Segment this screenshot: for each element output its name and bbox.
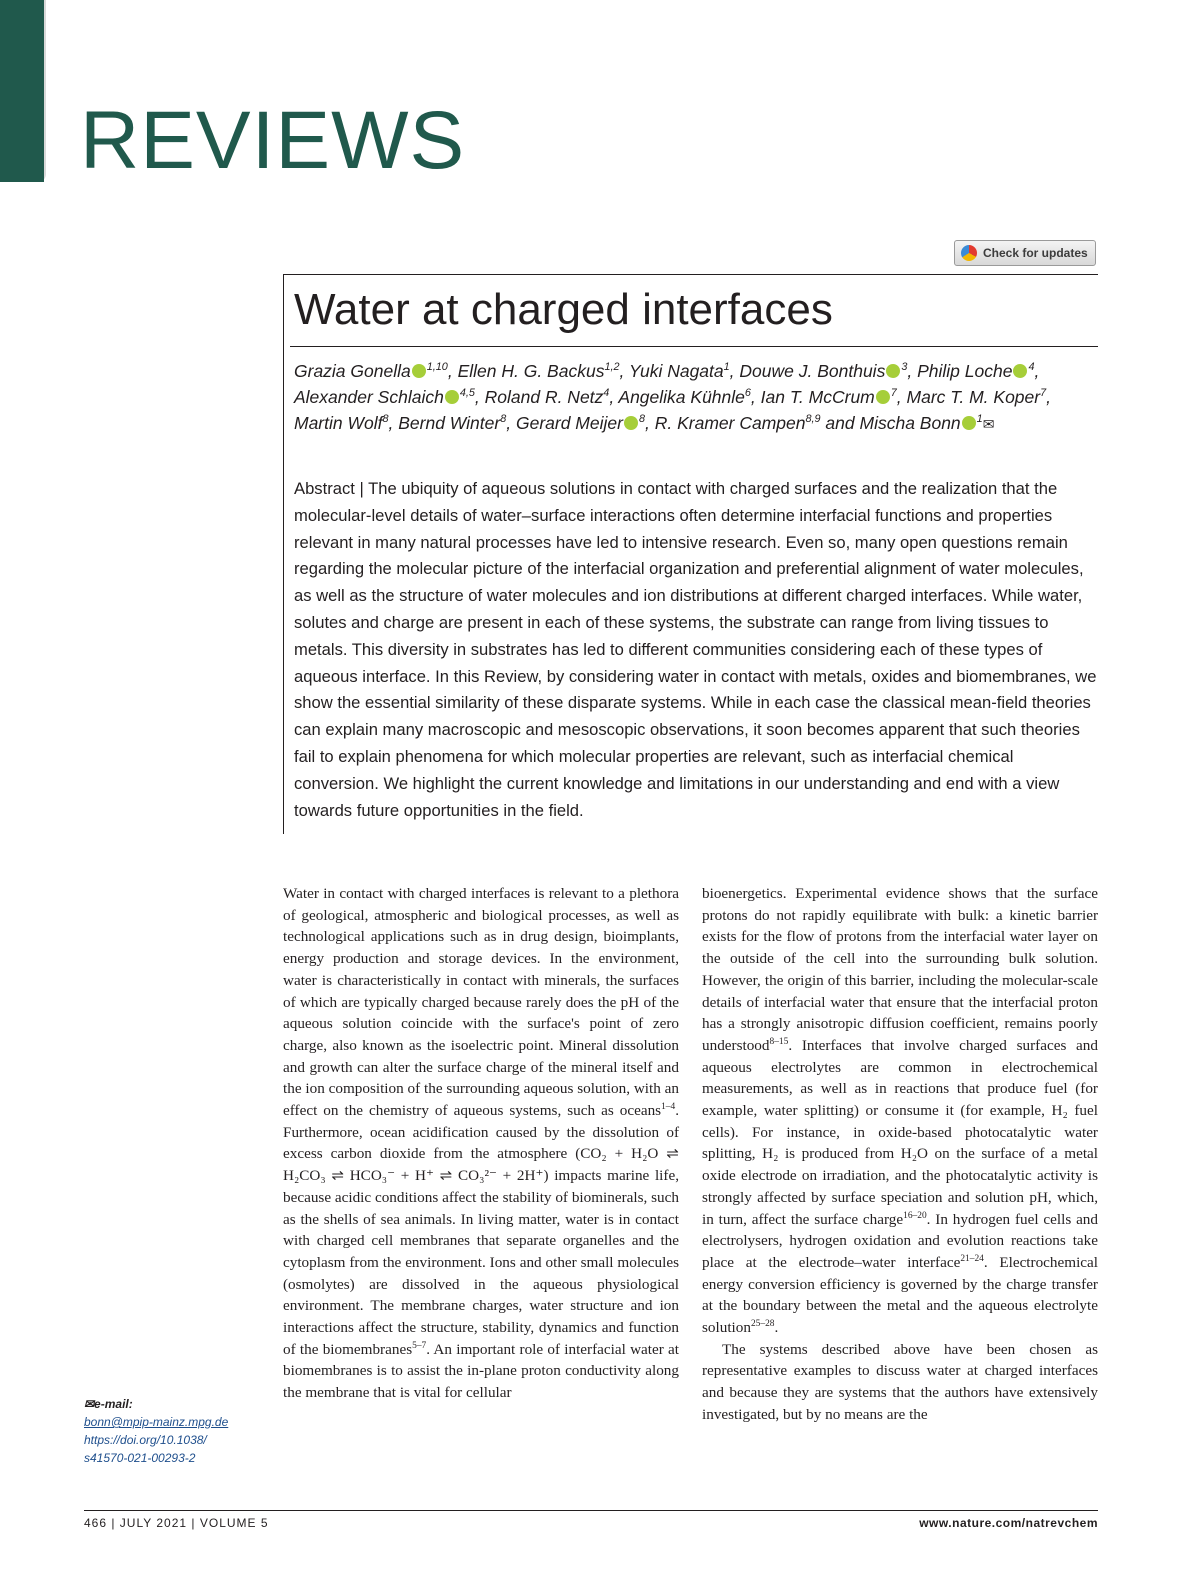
body-column-right xyxy=(702,883,1098,1426)
orcid-icon[interactable] xyxy=(624,416,638,430)
citation-link[interactable]: 21–24 xyxy=(960,1253,984,1264)
abstract-label: Abstract | xyxy=(294,479,364,498)
body-paragraph xyxy=(702,883,1098,1339)
author-name: Yuki Nagata xyxy=(628,361,724,381)
section-color-bar xyxy=(0,0,44,182)
body-text: . Electrochemical energy conversion efficiency is governed by the charge transfer at the boundary between the metal and the aqueous electrolyte solution xyxy=(702,1253,1098,1337)
author-affiliation: 1,2 xyxy=(604,361,620,374)
doi-link-line-2[interactable]: s41570-021-00293-2 xyxy=(84,1451,196,1465)
footer-journal-url[interactable]: www.nature.com/natrevchem xyxy=(919,1516,1098,1530)
author-name: Bernd Winter xyxy=(398,413,501,433)
author-affiliation: 7 xyxy=(890,387,897,400)
email-link[interactable]: bonn@mpip-mainz.mpg.de xyxy=(84,1415,229,1429)
citation-link[interactable]: 8–15 xyxy=(769,1036,789,1047)
check-for-updates-label: Check for updates xyxy=(983,246,1088,260)
orcid-icon[interactable] xyxy=(886,364,900,378)
author-affiliation: 8 xyxy=(638,413,645,426)
author-affiliation: 1 xyxy=(976,413,983,426)
author-name: Philip Loche xyxy=(917,361,1013,381)
author-name: Douwe J. Bonthuis xyxy=(739,361,886,381)
citation-link[interactable]: 25–28 xyxy=(750,1319,775,1329)
author-affiliation: 4 xyxy=(1028,361,1035,374)
author-name: Ellen H. G. Backus xyxy=(457,361,605,381)
citation-link[interactable]: 5–7 xyxy=(412,1340,427,1351)
author-name: R. Kramer Campen xyxy=(654,413,806,433)
title-rule-top xyxy=(290,274,1098,275)
body-text: . Interfaces that involve charged surfaces and aqueous electrolytes are common in electrochemical measurements, as well as in reactions that produce fuel (for example, water splitting) or consume it (for example, H₂ fuel cells). For instance, in oxide-based photocatalytic water splitting, H₂ is produced from H₂O on the surface of a metal oxide electrode on irradiation, and the photocatalytic activity is strongly affected by surface speciation and solution pH, which, in turn, affect the surface charge xyxy=(702,1036,1098,1228)
author-name: Alexander Schlaich xyxy=(294,387,444,407)
author-name: Martin Wolf xyxy=(294,413,383,433)
title-rule-bottom xyxy=(290,346,1098,347)
author-affiliation: 6 xyxy=(744,387,751,400)
author-name: Gerard Meijer xyxy=(515,413,623,433)
orcid-icon[interactable] xyxy=(1013,364,1027,378)
author-affiliation: 4,5 xyxy=(459,387,475,400)
footer-issue-info: 466 | JULY 2021 | VOLUME 5 xyxy=(84,1516,269,1530)
author-name: Roland R. Netz xyxy=(484,387,604,407)
citation-link[interactable]: 16–20 xyxy=(903,1210,927,1221)
author-affiliation: 8 xyxy=(382,413,389,426)
body-text: . Furthermore, ocean acidification caused by the dissolution of excess carbon dioxide from the atmosphere (CO₂ + H₂O ⇌ H₂CO₃ ⇌ HCO₃⁻ + H⁺ ⇌ CO₃²⁻ + 2H⁺) impacts marine life, because acidic conditions affect the stability of biominerals, such as the shells of sea animals. In living matter, water is in contact with charged cell membranes that separate organelles and the cytoplasm from the environment. Ions and other small molecules (osmolytes) are dissolved in the aqueous physiological environment. The membrane charges, water structure and ion interactions affect the structure, stability, dynamics and function of the biomembranes xyxy=(283,1102,679,1358)
author-affiliation: 8 xyxy=(500,413,507,426)
footer-rule xyxy=(84,1510,1098,1511)
article-title: Water at charged interfaces xyxy=(294,285,833,334)
body-text: . In hydrogen fuel cells and electrolysers, hydrogen oxidation and evolution reactions take place at the electrode–water interface xyxy=(702,1210,1098,1271)
body-paragraph xyxy=(283,883,679,1404)
email-label: ✉e-mail: xyxy=(84,1397,133,1411)
abstract-left-rule xyxy=(283,274,284,834)
author-name: Grazia Gonella xyxy=(294,361,411,381)
author-affiliation: 3 xyxy=(901,361,908,374)
author-name: Angelika Kühnle xyxy=(618,387,745,407)
orcid-icon[interactable] xyxy=(962,416,976,430)
check-for-updates-button[interactable] xyxy=(954,240,1096,266)
author-name: Ian T. McCrum xyxy=(760,387,875,407)
author-name: Mischa Bonn xyxy=(859,413,961,433)
correspondence-notes xyxy=(84,1395,228,1467)
author-affiliation: 7 xyxy=(1040,387,1047,400)
doi-link-line-1[interactable]: https://doi.org/10.1038/ xyxy=(84,1433,207,1447)
author-affiliation: 8,9 xyxy=(805,413,821,426)
body-text: . xyxy=(774,1319,779,1337)
body-text: Water in contact with charged interfaces is relevant to a plethora of geological, atmospheric and biological processes, as well as technological applications such as in drug design, bioimplants, energy production and storage devices. In the environment, water is characteristically in contact with minerals, the surfaces of which are typically charged because rarely does the pH of the aqueous solution coincide with the surface's point of zero charge, also known as the isoelectric point. Mineral dissolution and growth can alter the surface charge of the mineral itself and the ion composition of the surrounding aqueous solution, with an effect on the chemistry of aqueous systems, such as oceans xyxy=(283,885,679,1120)
body-text: . An important role of interfacial water at biomembranes is to assist the in-plane proton conductivity along the membrane that is vital for cellular xyxy=(283,1340,679,1402)
body-paragraph: The systems described above have been chosen as representative examples to discuss water at charged interfaces and because they are systems that the authors have extensively investigated, but by no means are the xyxy=(702,1340,1098,1423)
author-affiliation: 1 xyxy=(723,361,730,374)
author-affiliation: 4 xyxy=(603,387,610,400)
envelope-icon[interactable]: ✉ xyxy=(982,416,995,432)
citation-link[interactable]: 1–4 xyxy=(661,1101,676,1112)
body-text: bioenergetics. Experimental evidence shows that the surface protons do not rapidly equilibrate with bulk: a kinetic barrier exists for the flow of protons from the interfacial water layer on the outside of the cell into the surrounding bulk solution. However, the origin of this barrier, including the molecular-scale details of interfacial water that ensure that the interfacial proton has a strongly anisotropic diffusion coefficient, remains poorly understood xyxy=(702,885,1098,1054)
author-name: Marc T. M. Koper xyxy=(906,387,1041,407)
crossmark-icon xyxy=(961,245,977,261)
abstract-text: The ubiquity of aqueous solutions in contact with charged surfaces and the realization that the molecular-level details of water–surface interactions often determine interfacial functions and properties relevant in many natural processes have led to intensive research. Even so, many open questions remain regarding the molecular picture of the interfacial organization and preferential alignment of water molecules, as well as the structure of water molecules and ion distributions at different charged interfaces. While water, solutes and charge are present in each of these systems, the substrate can range from living tissues to metals. This diversity in substrates has led to different communities considering each of these types of aqueous interface. In this Review, by considering water in contact with metals, oxides and biomembranes, we show the essential similarity of these disparate systems. While in each case the classical mean-field theories can explain many macroscopic and mesoscopic observations, it soon becomes apparent that such theories fail to explain phenomena for which molecular properties are relevant, such as interfacial chemical conversion. We highlight the current knowledge and limitations in our understanding and end with a view towards future opportunities in the field. xyxy=(294,479,1097,820)
orcid-icon[interactable] xyxy=(445,390,459,404)
abstract xyxy=(294,476,1099,824)
author-affiliation: 1,10 xyxy=(426,361,448,374)
author-list: Grazia Gonella $^{1,10}$, Ellen H. G. Backus$^{1,2}$, Yuki Nagata$^1$, Douwe J. Bonthuis $^3$, Philip Loche $^4$, Alexander Schlaich $^{4,5}$, Roland R. Netz$^4$, Angelika Kühnle$^6$, Ian T. McCrum $^7$, Marc T. M. Koper$^7$, Martin Wolf$^8$, Bernd Winter$^8$, Gerard Meijer $^8$, R. Kramer Campen$^{8,9}$ and Mischa Bonn $^1$✉ xyxy=(294,361,1051,433)
section-label: REVIEWS xyxy=(80,95,466,186)
orcid-icon[interactable] xyxy=(412,364,426,378)
body-column-left xyxy=(283,883,679,1404)
orcid-icon[interactable] xyxy=(876,390,890,404)
